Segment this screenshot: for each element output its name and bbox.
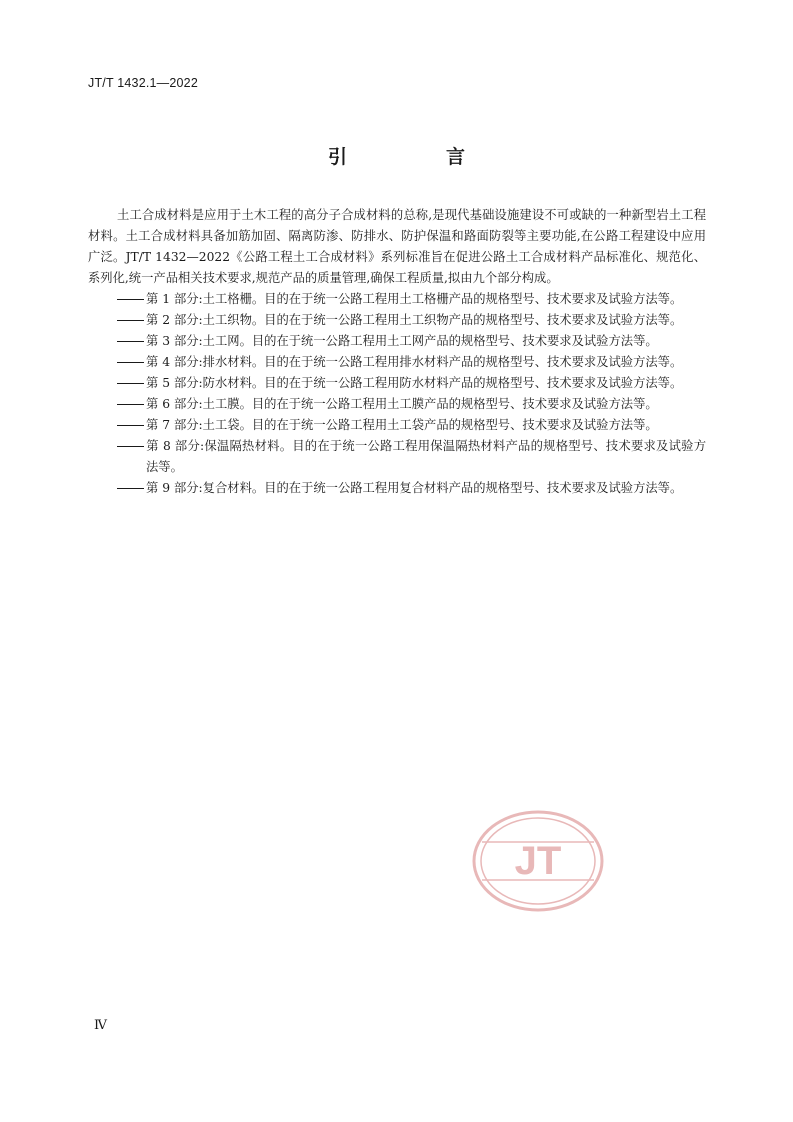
intro-paragraph: 土工合成材料是应用于土木工程的高分子合成材料的总称,是现代基础设施建设不可或缺的一种新型岩土工程材料。土工合成材料具备加筋加固、隔离防渗、防排水、防护保温和路面防裂等主要功能,在公路工程建设中应用广泛。JT/T 1432—2022《公路工程土工合成材料》系列标准旨在促进公路土工合成材料产品标准化、规范化、系列化,统一产品相关技术要求,规范产品的质量管理,确保工程质量,拟由九个部分构成。 [88, 208, 706, 285]
page-title: 引 言 [327, 146, 505, 168]
dash-bullet [117, 289, 146, 310]
list-item [88, 310, 706, 331]
watermark-text: JT [514, 839, 562, 883]
list-item-text: 第 4 部分:排水材料。目的在于统一公路工程用排水材料产品的规格型号、技术要求及试验方法等。 [146, 355, 683, 369]
list-item [88, 415, 706, 436]
list-item [88, 478, 706, 499]
list-item-text: 第 3 部分:土工网。目的在于统一公路工程用土工网产品的规格型号、技术要求及试验方法等。 [146, 334, 658, 348]
dash-bullet [117, 373, 146, 394]
list-item-text: 第 2 部分:土工织物。目的在于统一公路工程用土工织物产品的规格型号、技术要求及试验方法等。 [146, 313, 683, 327]
list-item [88, 352, 706, 373]
list-item [88, 331, 706, 352]
list-item-text: 第 9 部分:复合材料。目的在于统一公路工程用复合材料产品的规格型号、技术要求及试验方法等。 [146, 481, 683, 495]
list-item [88, 289, 706, 310]
list-item-text: 第 1 部分:土工格栅。目的在于统一公路工程用土工格栅产品的规格型号、技术要求及试验方法等。 [146, 292, 683, 306]
dash-bullet [117, 478, 146, 499]
document-code: JT/T 1432.1—2022 [88, 76, 198, 90]
body-text [88, 205, 706, 499]
list-item-text: 第 7 部分:土工袋。目的在于统一公路工程用土工袋产品的规格型号、技术要求及试验方法等。 [146, 418, 658, 432]
dash-bullet [117, 394, 146, 415]
list-item-text: 第 8 部分:保温隔热材料。目的在于统一公路工程用保温隔热材料产品的规格型号、技术要求及试验方法等。 [146, 439, 706, 474]
dash-bullet [117, 310, 146, 331]
list-item [88, 394, 706, 415]
dash-bullet [117, 352, 146, 373]
parts-list [88, 289, 706, 499]
page-number: Ⅳ [94, 1018, 107, 1033]
dash-bullet [117, 415, 146, 436]
list-item-text: 第 6 部分:土工膜。目的在于统一公路工程用土工膜产品的规格型号、技术要求及试验方法等。 [146, 397, 658, 411]
list-item [88, 436, 706, 478]
list-item [88, 373, 706, 394]
dash-bullet [117, 436, 146, 457]
list-item-text: 第 5 部分:防水材料。目的在于统一公路工程用防水材料产品的规格型号、技术要求及试验方法等。 [146, 376, 683, 390]
jt-watermark-stamp [472, 810, 604, 912]
dash-bullet [117, 331, 146, 352]
